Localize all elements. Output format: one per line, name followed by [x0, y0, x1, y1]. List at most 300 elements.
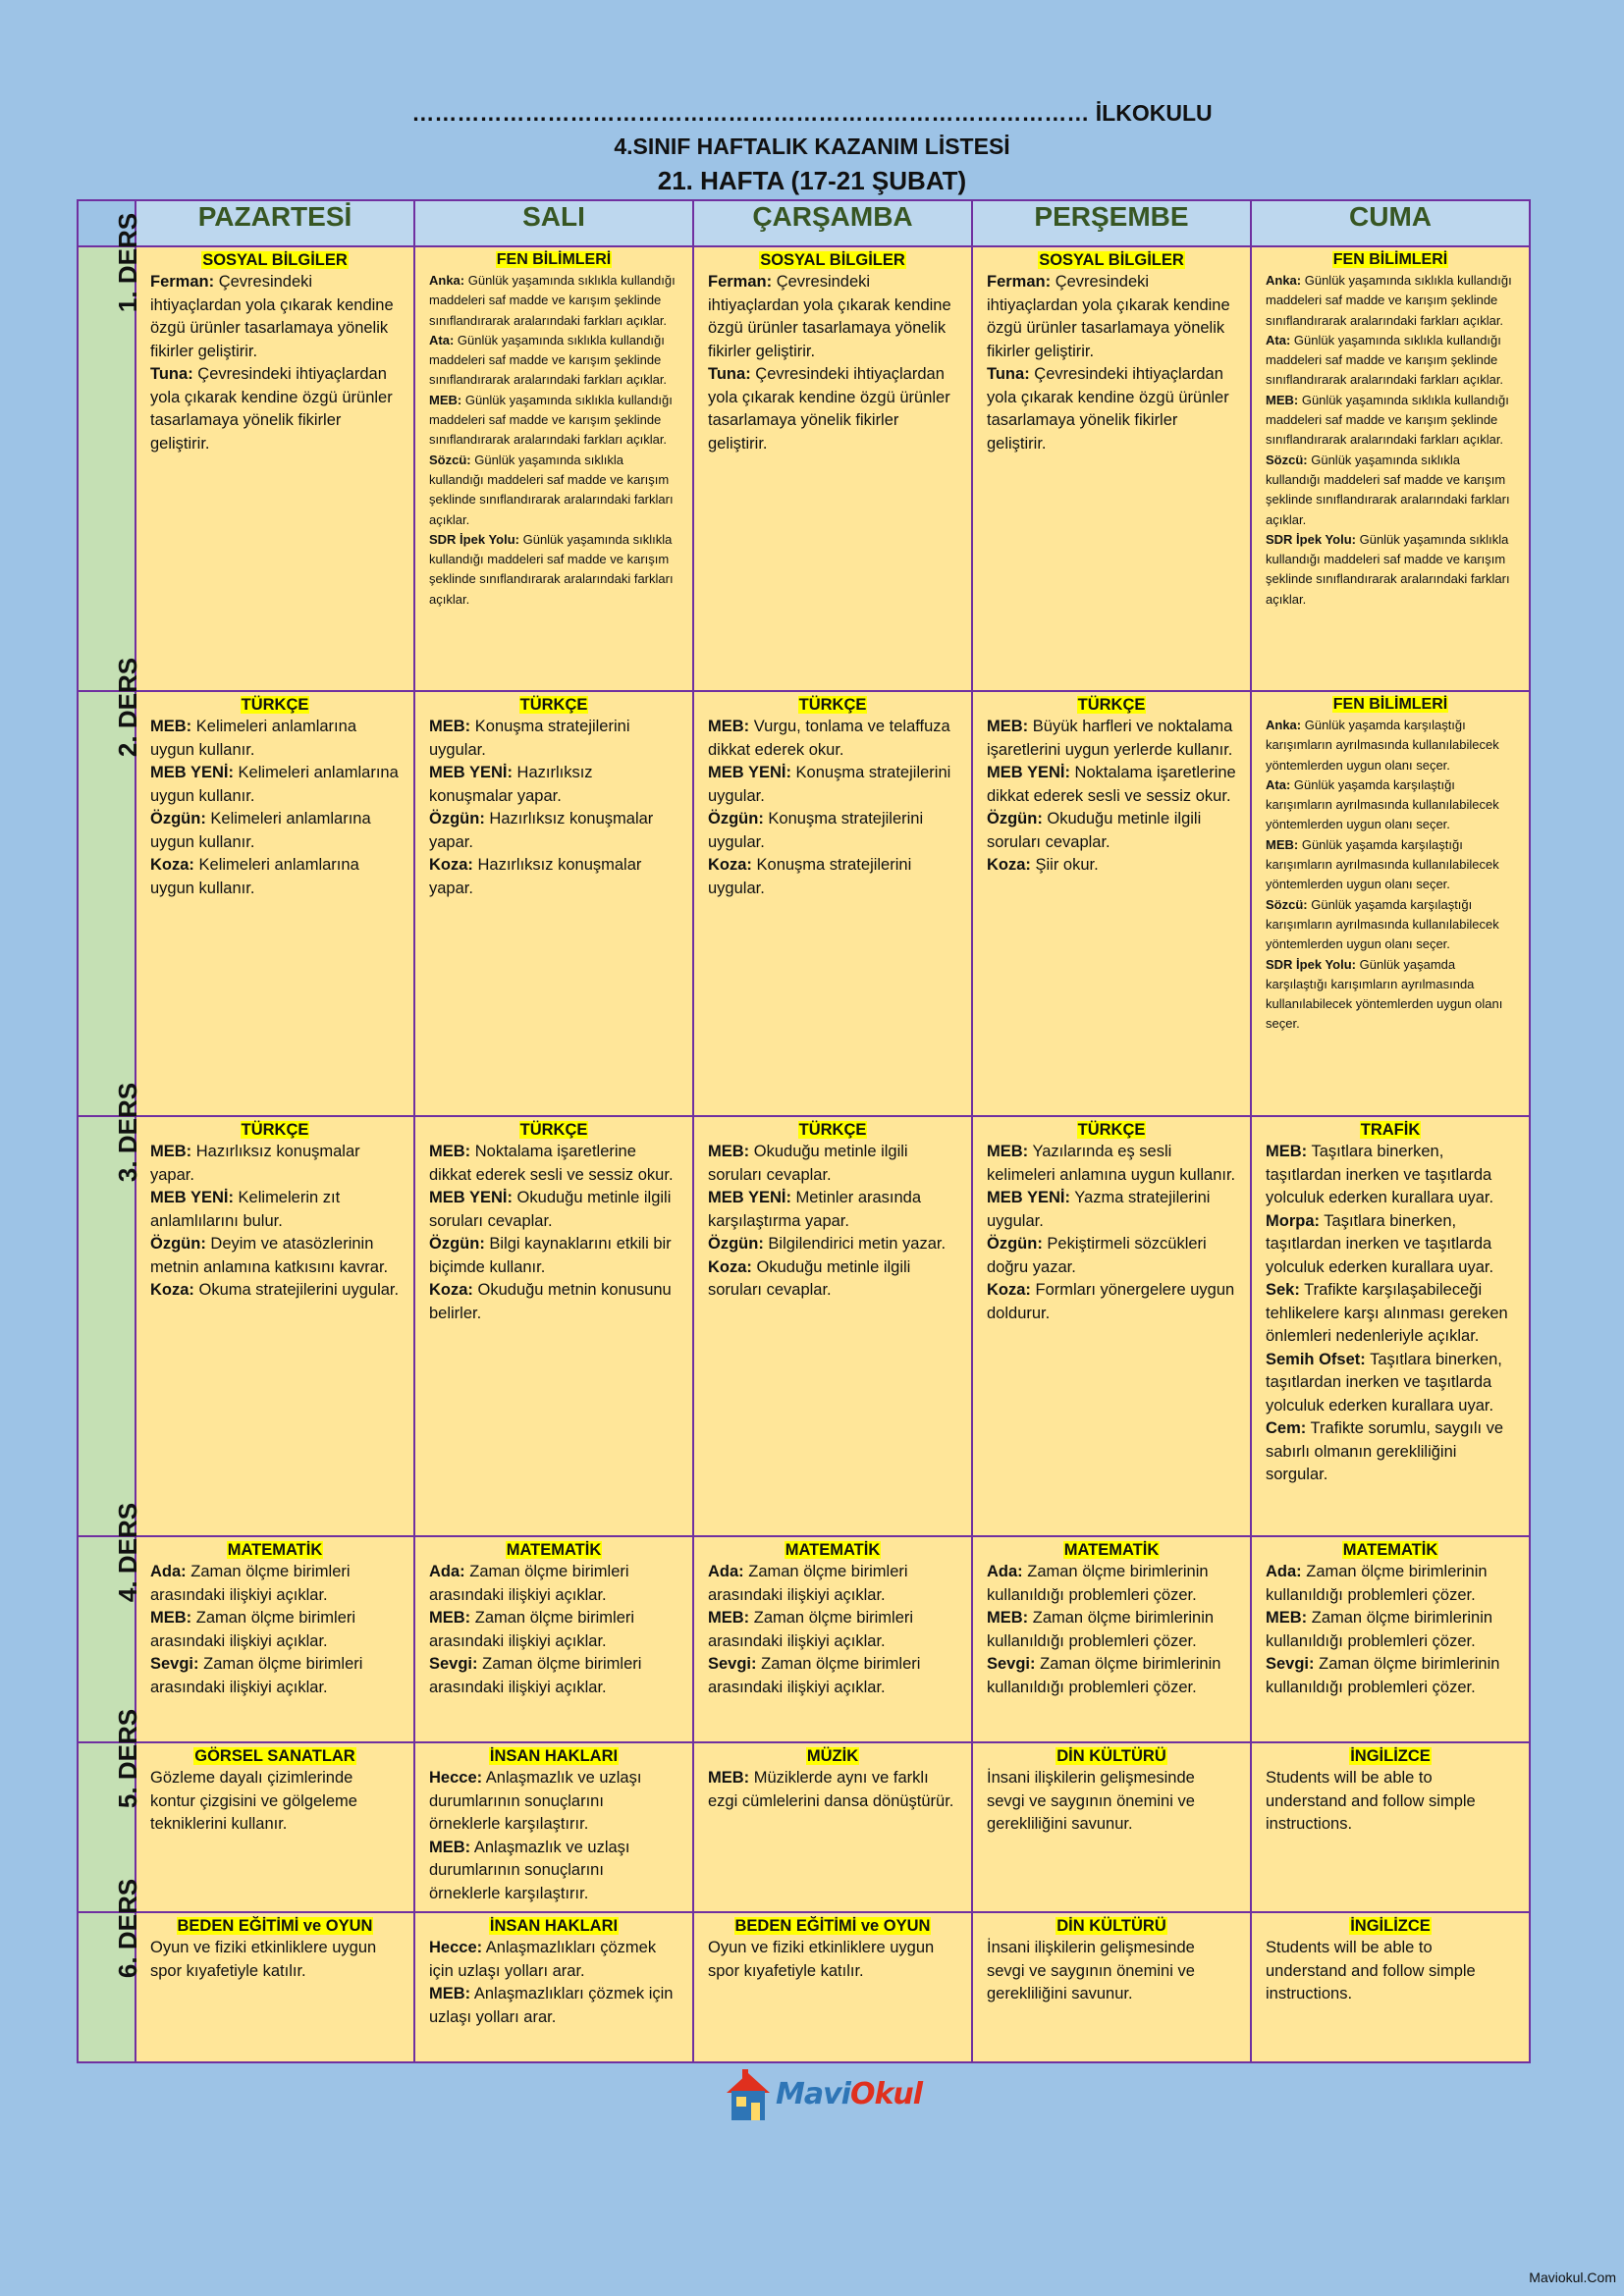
- book-name: Ferman:: [987, 273, 1052, 291]
- outcome-entry: [429, 1279, 678, 1325]
- subject-name: MATEMATİK: [785, 1541, 881, 1559]
- outcome-text: Günlük yaşamında sıklıkla kullandığı maddeleri saf madde ve karışım şeklinde sınıflandırarak aralarındaki farkları açıklar.: [1266, 332, 1504, 388]
- book-name: MEB:: [150, 1609, 192, 1627]
- outcome-entry: [429, 1937, 678, 1983]
- subject-title: [987, 1915, 1236, 1937]
- subject-title: [708, 694, 957, 716]
- book-name: Ada:: [150, 1563, 187, 1580]
- day-header: PAZARTESİ: [135, 200, 414, 246]
- outcome-text: Zaman ölçme birimlerinin kullanıldığı problemleri çözer.: [1266, 1655, 1500, 1696]
- book-name: MEB:: [708, 1609, 750, 1627]
- book-name: Ata:: [1266, 776, 1291, 792]
- schedule-cell: [972, 1742, 1251, 1912]
- outcome-entry: [987, 1937, 1236, 2006]
- lesson-row: [78, 1116, 1530, 1536]
- outcome-text: Taşıtlara binerken, taşıtlardan inerken ve taşıtlarda yolculuk ederken kurallara uyar.: [1266, 1350, 1502, 1415]
- subject-title: [429, 249, 678, 271]
- outcome-entry: [708, 1653, 957, 1699]
- subject-title: [987, 694, 1236, 716]
- subject-name: TÜRKÇE: [798, 1121, 867, 1139]
- outcome-text: Noktalama işaretlerine dikkat ederek sesli ve sessiz okur.: [987, 764, 1236, 805]
- subject-name: FEN BİLİMLERİ: [1332, 696, 1448, 713]
- outcome-entry: [708, 1767, 957, 1813]
- outcome-text: Kelimeleri anlamlarına uygun kullanır.: [150, 718, 356, 759]
- subject-name: FEN BİLİMLERİ: [1332, 251, 1448, 268]
- subject-name: İNSAN HAKLARI: [489, 1917, 619, 1935]
- outcome-text: Günlük yaşamda karşılaştığı karışımların ayrılmasında kullanılabilecek yöntemlerden uygun olanı seçer.: [1266, 836, 1499, 892]
- schedule-cell: [693, 1116, 972, 1536]
- schedule-cell: [414, 1912, 693, 2062]
- outcome-text: Çevresindeki ihtiyaçlardan yola çıkarak kendine özgü ürünler tasarlamaya yönelik fikirler geliştirir.: [708, 365, 950, 453]
- outcome-entry: [429, 1983, 678, 2029]
- outcome-entry: [987, 1141, 1236, 1187]
- outcome-text: Çevresindeki ihtiyaçlardan yola çıkarak kendine özgü ürünler tasarlamaya yönelik fikirler geliştirir.: [987, 365, 1229, 453]
- schedule-cell: [972, 1116, 1251, 1536]
- outcome-entry: [1266, 775, 1515, 835]
- book-name: MEB:: [708, 1143, 750, 1160]
- subject-title: [150, 249, 400, 271]
- schedule-cell: [972, 246, 1251, 691]
- day-header: SALI: [414, 200, 693, 246]
- book-name: MEB:: [1266, 1143, 1308, 1160]
- outcome-entry: [987, 1187, 1236, 1233]
- book-name: MEB:: [708, 1769, 750, 1787]
- book-name: Özgün:: [987, 1235, 1043, 1253]
- outcome-text: Okuduğu metinle ilgili soruları cevaplar.: [429, 1189, 672, 1230]
- outcome-entry: [1266, 1279, 1515, 1349]
- book-name: Ata:: [1266, 332, 1291, 347]
- outcome-entry: [987, 1279, 1236, 1325]
- outcome-entry: [1266, 1767, 1515, 1837]
- outcome-entry: [429, 1187, 678, 1233]
- book-name: MEB:: [429, 1609, 471, 1627]
- outcome-entry: [1266, 895, 1515, 955]
- outcome-entry: [429, 808, 678, 854]
- subject-name: TÜRKÇE: [1077, 696, 1146, 714]
- outcome-text: Students will be able to understand and follow simple instructions.: [1266, 1939, 1476, 2002]
- subject-name: TÜRKÇE: [1077, 1121, 1146, 1139]
- subject-name: BEDEN EĞİTİMİ ve OYUN: [734, 1917, 931, 1935]
- outcome-text: Formları yönergelere uygun doldurur.: [987, 1281, 1235, 1322]
- outcome-text: Günlük yaşamında sıklıkla kullandığı maddeleri saf madde ve karışım şeklinde sınıflandırarak aralarındaki farkları açıklar.: [1266, 452, 1510, 527]
- book-name: Ferman:: [150, 273, 215, 291]
- outcome-text: Zaman ölçme birimleri arasındaki ilişkiyi açıklar.: [429, 1563, 629, 1604]
- outcome-entry: [429, 762, 678, 808]
- subject-title: [987, 1745, 1236, 1767]
- outcome-entry: [429, 1767, 678, 1837]
- book-name: Koza:: [429, 1281, 473, 1299]
- book-name: Özgün:: [708, 1235, 764, 1253]
- outcome-text: Günlük yaşamında sıklıkla kullandığı maddeleri saf madde ve karışım şeklinde sınıflandırarak aralarındaki farkları açıklar.: [429, 273, 676, 328]
- book-name: Özgün:: [150, 810, 206, 828]
- schedule-cell: [414, 1116, 693, 1536]
- outcome-text: Konuşma stratejilerini uygular.: [708, 856, 912, 897]
- subject-name: MATEMATİK: [227, 1541, 323, 1559]
- book-name: MEB:: [150, 1143, 192, 1160]
- outcome-entry: [708, 1561, 957, 1607]
- lesson-label-text: 1. DERS: [113, 212, 143, 313]
- outcome-entry: [1266, 1210, 1515, 1280]
- book-name: Hecce:: [429, 1939, 483, 1956]
- outcome-entry: [708, 762, 957, 808]
- book-name: Tuna:: [987, 365, 1030, 383]
- outcome-entry: [987, 1607, 1236, 1653]
- book-name: Ada:: [987, 1563, 1023, 1580]
- subject-name: TÜRKÇE: [241, 696, 309, 714]
- book-name: MEB YENİ:: [429, 764, 513, 781]
- outcome-text: Okuduğu metinle ilgili soruları cevaplar.: [987, 810, 1202, 851]
- subject-title: [150, 1745, 400, 1767]
- subject-title: [708, 1915, 957, 1937]
- book-name: Sözcü:: [1266, 452, 1308, 467]
- subject-title: [708, 1119, 957, 1141]
- outcome-entry: [708, 1233, 957, 1256]
- book-name: Tuna:: [708, 365, 751, 383]
- book-name: Özgün:: [429, 1235, 485, 1253]
- book-name: Koza:: [150, 856, 194, 874]
- book-name: MEB:: [1266, 392, 1299, 407]
- outcome-entry: [429, 271, 678, 331]
- school-name: ……………………………………………………………………………… İLKOKULU: [411, 100, 1213, 126]
- outcome-entry: [429, 530, 678, 610]
- schedule-cell: [972, 691, 1251, 1116]
- outcome-entry: [429, 1561, 678, 1607]
- outcome-text: Gözleme dayalı çizimlerinde kontur çizgisini ve gölgeleme tekniklerini kullanır.: [150, 1769, 357, 1833]
- outcome-entry: [429, 716, 678, 762]
- lesson-label-text: 5. DERS: [113, 1708, 143, 1809]
- subject-name: TRAFİK: [1360, 1121, 1421, 1139]
- page-header: [0, 96, 1624, 198]
- outcome-entry: [1266, 1349, 1515, 1418]
- schedule-cell: [135, 1742, 414, 1912]
- schedule-cell: [1251, 691, 1530, 1116]
- outcome-entry: [708, 1141, 957, 1187]
- book-name: MEB:: [987, 718, 1029, 735]
- outcome-text: Taşıtlara binerken, taşıtlardan inerken ve taşıtlarda yolculuk ederken kurallara uyar.: [1266, 1211, 1494, 1276]
- outcome-entry: [150, 1937, 400, 1983]
- subject-title: [987, 1539, 1236, 1561]
- schedule-cell: [1251, 1912, 1530, 2062]
- outcome-entry: [1266, 391, 1515, 451]
- outcome-entry: [1266, 1417, 1515, 1487]
- outcome-entry: [708, 716, 957, 762]
- subject-name: TÜRKÇE: [798, 696, 867, 714]
- book-name: Semih Ofset:: [1266, 1350, 1366, 1368]
- subject-title: [708, 1745, 957, 1767]
- outcome-entry: [708, 1256, 957, 1303]
- outcome-entry: [1266, 1607, 1515, 1653]
- outcome-text: Günlük yaşamında sıklıkla kullandığı maddeleri saf madde ve karışım şeklinde sınıflandırarak aralarındaki farkları açıklar.: [429, 392, 673, 448]
- lesson-label: [78, 1082, 143, 1536]
- subject-name: MATEMATİK: [1342, 1541, 1438, 1559]
- outcome-text: Müziklerde aynı ve farklı ezgi cümlelerini dansa dönüştürür.: [708, 1769, 954, 1810]
- outcome-text: Okuduğu metinle ilgili soruları cevaplar.: [708, 1143, 908, 1184]
- outcome-entry: [1266, 716, 1515, 775]
- outcome-entry: [987, 808, 1236, 854]
- book-name: Koza:: [429, 856, 473, 874]
- outcome-entry: [150, 808, 400, 854]
- outcome-text: Okuduğu metnin konusunu belirler.: [429, 1281, 672, 1322]
- outcome-text: Zaman ölçme birimleri arasındaki ilişkiyi açıklar.: [708, 1563, 908, 1604]
- schedule-cell: [414, 691, 693, 1116]
- book-name: MEB:: [708, 718, 750, 735]
- schedule-cell: [135, 1116, 414, 1536]
- schedule-cell: [414, 246, 693, 691]
- subject-title: [150, 694, 400, 716]
- subject-name: İNGİLİZCE: [1350, 1917, 1431, 1935]
- outcome-text: Students will be able to understand and follow simple instructions.: [1266, 1769, 1476, 1833]
- outcome-text: Zaman ölçme birimleri arasındaki ilişkiyi açıklar.: [708, 1609, 914, 1650]
- schedule-cell: [693, 1912, 972, 2062]
- outcome-text: Anlaşmazlıkları çözmek için uzlaşı yolları arar.: [429, 1985, 674, 2026]
- outcome-entry: [987, 1653, 1236, 1699]
- lesson-row: [78, 1912, 1530, 2062]
- book-name: Koza:: [987, 856, 1031, 874]
- outcome-text: Konuşma stratejilerini uygular.: [708, 810, 924, 851]
- outcome-text: Hazırlıksız konuşmalar yapar.: [429, 764, 593, 805]
- outcome-entry: [429, 1141, 678, 1187]
- outcome-entry: [150, 1653, 400, 1699]
- outcome-entry: [1266, 835, 1515, 895]
- book-name: Özgün:: [987, 810, 1043, 828]
- outcome-entry: [1266, 955, 1515, 1035]
- outcome-text: Hazırlıksız konuşmalar yapar.: [429, 810, 654, 851]
- subject-title: [1266, 1915, 1515, 1937]
- subject-name: MÜZİK: [806, 1747, 859, 1765]
- subject-title: [429, 1745, 678, 1767]
- book-name: Ada:: [708, 1563, 744, 1580]
- subject-title: [1266, 249, 1515, 271]
- book-name: MEB:: [1266, 1609, 1308, 1627]
- subject-title: [429, 1119, 678, 1141]
- lesson-row: [78, 691, 1530, 1116]
- outcome-text: Anlaşmazlık ve uzlaşı durumlarının sonuçlarını örneklerle karşılaştırır.: [429, 1769, 642, 1833]
- book-name: Sek:: [1266, 1281, 1300, 1299]
- outcome-text: İnsani ilişkilerin gelişmesinde sevgi ve saygının önemini ve gerekliliğini savunur.: [987, 1769, 1195, 1833]
- outcome-text: Okuma stratejilerini uygular.: [193, 1281, 400, 1299]
- subject-title: [429, 1915, 678, 1937]
- book-name: Sevgi:: [987, 1655, 1036, 1673]
- outcome-entry: [150, 363, 400, 455]
- outcome-entry: [708, 808, 957, 854]
- outcome-entry: [429, 1607, 678, 1653]
- outcome-entry: [987, 1767, 1236, 1837]
- book-name: Morpa:: [1266, 1211, 1320, 1230]
- lesson-row: [78, 1536, 1530, 1742]
- outcome-entry: [708, 271, 957, 363]
- outcome-text: Zaman ölçme birimlerinin kullanıldığı problemleri çözer.: [987, 1655, 1221, 1696]
- outcome-text: Günlük yaşamında sıklıkla kullandığı maddeleri saf madde ve karışım şeklinde sınıflandırarak aralarındaki farkları açıklar.: [429, 452, 674, 527]
- outcome-text: Yazma stratejilerini uygular.: [987, 1189, 1211, 1230]
- outcome-entry: [1266, 1653, 1515, 1699]
- outcome-text: Anlaşmazlıkları çözmek için uzlaşı yolları arar.: [429, 1939, 657, 1980]
- outcome-entry: [150, 716, 400, 762]
- outcome-text: Kelimeleri anlamlarına uygun kullanır.: [150, 856, 359, 897]
- schedule-cell: [414, 1536, 693, 1742]
- outcome-text: Pekiştirmeli sözcükleri doğru yazar.: [987, 1235, 1207, 1276]
- outcome-entry: [1266, 530, 1515, 610]
- subject-name: MATEMATİK: [1063, 1541, 1160, 1559]
- outcome-entry: [429, 1233, 678, 1279]
- subject-title: [708, 1539, 957, 1561]
- book-name: Özgün:: [429, 810, 485, 828]
- outcome-text: Zaman ölçme birimleri arasındaki ilişkiyi açıklar.: [150, 1563, 351, 1604]
- book-name: MEB YENİ:: [150, 1189, 234, 1206]
- outcome-text: Oyun ve fiziki etkinliklere uygun spor kıyafetiyle katılır.: [708, 1939, 935, 1980]
- outcome-entry: [150, 1561, 400, 1607]
- house-icon: [727, 2069, 770, 2120]
- book-name: Koza:: [987, 1281, 1031, 1299]
- footer-site: Maviokul.Com: [1529, 2269, 1616, 2285]
- book-name: Koza:: [150, 1281, 194, 1299]
- day-header: CUMA: [1251, 200, 1530, 246]
- outcome-text: Bilgilendirici metin yazar.: [763, 1235, 947, 1253]
- book-name: MEB:: [987, 1609, 1029, 1627]
- weekly-plan-table: [77, 199, 1531, 2063]
- outcome-entry: [708, 363, 957, 455]
- outcome-entry: [1266, 1141, 1515, 1210]
- outcome-entry: [987, 1233, 1236, 1279]
- outcome-text: Konuşma stratejilerini uygular.: [708, 764, 951, 805]
- subject-name: SOSYAL BİLGİLER: [1039, 251, 1184, 269]
- book-name: MEB:: [429, 1143, 471, 1160]
- subject-name: TÜRKÇE: [241, 1121, 309, 1139]
- book-name: Anka:: [429, 273, 465, 288]
- outcome-text: Zaman ölçme birimleri arasındaki ilişkiyi açıklar.: [150, 1655, 363, 1696]
- day-header: PERŞEMBE: [972, 200, 1251, 246]
- schedule-cell: [135, 1536, 414, 1742]
- book-name: MEB YENİ:: [987, 764, 1070, 781]
- book-name: MEB YENİ:: [150, 764, 234, 781]
- outcome-text: Kelimeleri anlamlarına uygun kullanır.: [150, 764, 399, 805]
- subject-title: [1266, 1745, 1515, 1767]
- book-name: Sevgi:: [150, 1655, 199, 1673]
- book-name: Sevgi:: [708, 1655, 757, 1673]
- book-name: Sözcü:: [429, 452, 471, 467]
- outcome-text: Zaman ölçme birimleri arasındaki ilişkiyi açıklar.: [708, 1655, 921, 1696]
- outcome-text: Çevresindeki ihtiyaçlardan yola çıkarak kendine özgü ürünler tasarlamaya yönelik fikirler geliştirir.: [150, 273, 394, 360]
- outcome-text: Günlük yaşamında sıklıkla kullandığı maddeleri saf madde ve karışım şeklinde sınıflandırarak aralarındaki farkları açıklar.: [429, 332, 668, 388]
- outcome-entry: [1266, 271, 1515, 331]
- outcome-text: Günlük yaşamında sıklıkla kullandığı maddeleri saf madde ve karışım şeklinde sınıflandırarak aralarındaki farkları açıklar.: [1266, 273, 1512, 328]
- outcome-text: Zaman ölçme birimleri arasındaki ilişkiyi açıklar.: [150, 1609, 356, 1650]
- book-name: MEB YENİ:: [987, 1189, 1070, 1206]
- outcome-text: Noktalama işaretlerine dikkat ederek sesli ve sessiz okur.: [429, 1143, 674, 1184]
- subject-name: İNGİLİZCE: [1350, 1747, 1431, 1765]
- schedule-cell: [135, 246, 414, 691]
- outcome-text: Günlük yaşamda karşılaştığı karışımların ayrılmasında kullanılabilecek yöntemlerden uygun olanı seçer.: [1266, 776, 1499, 832]
- outcome-text: Günlük yaşamda karşılaştığı karışımların ayrılmasında kullanılabilecek yöntemlerden uygun olanı seçer.: [1266, 956, 1503, 1032]
- schedule-cell: [414, 1742, 693, 1912]
- outcome-text: Günlük yaşamında sıklıkla kullandığı maddeleri saf madde ve karışım şeklinde sınıflandırarak aralarındaki farkları açıklar.: [1266, 531, 1510, 607]
- book-name: Sevgi:: [1266, 1655, 1315, 1673]
- outcome-text: Çevresindeki ihtiyaçlardan yola çıkarak kendine özgü ürünler tasarlamaya yönelik fikirler geliştirir.: [708, 273, 951, 360]
- subject-title: [1266, 694, 1515, 716]
- book-name: MEB YENİ:: [708, 1189, 791, 1206]
- outcome-text: Metinler arasında karşılaştırma yapar.: [708, 1189, 922, 1230]
- book-name: Anka:: [1266, 718, 1302, 732]
- subject-name: BEDEN EĞİTİMİ ve OYUN: [177, 1917, 373, 1935]
- book-name: MEB:: [429, 1985, 471, 2002]
- outcome-text: Zaman ölçme birimlerinin kullanıldığı problemleri çözer.: [1266, 1609, 1493, 1650]
- outcome-entry: [150, 1767, 400, 1837]
- outcome-entry: [150, 1187, 400, 1233]
- outcome-text: Zaman ölçme birimleri arasındaki ilişkiyi açıklar.: [429, 1609, 635, 1650]
- outcome-entry: [429, 1837, 678, 1906]
- book-name: Hecce:: [429, 1769, 483, 1787]
- book-name: Sözcü:: [1266, 896, 1308, 912]
- schedule-cell: [972, 1912, 1251, 2062]
- outcome-entry: [987, 1561, 1236, 1607]
- outcome-entry: [150, 271, 400, 363]
- book-name: MEB YENİ:: [429, 1189, 513, 1206]
- outcome-entry: [987, 854, 1236, 878]
- subject-title: [150, 1539, 400, 1561]
- outcome-entry: [429, 451, 678, 530]
- subject-name: TÜRKÇE: [519, 696, 588, 714]
- lesson-row: [78, 1742, 1530, 1912]
- lesson-label: [78, 1878, 143, 2062]
- outcome-entry: [429, 1653, 678, 1699]
- book-name: Ferman:: [708, 273, 773, 291]
- outcome-text: Günlük yaşamda karşılaştığı karışımların ayrılmasında kullanılabilecek yöntemlerden uygun olanı seçer.: [1266, 718, 1499, 773]
- outcome-entry: [708, 854, 957, 900]
- outcome-entry: [1266, 1937, 1515, 2006]
- schedule-cell: [693, 1742, 972, 1912]
- outcome-text: Çevresindeki ihtiyaçlardan yola çıkarak kendine özgü ürünler tasarlamaya yönelik fikirler geliştirir.: [987, 273, 1230, 360]
- book-name: Ada:: [429, 1563, 465, 1580]
- outcome-text: Trafikte sorumlu, saygılı ve sabırlı olmanın gerekliliğini sorgular.: [1266, 1419, 1504, 1483]
- book-name: MEB:: [429, 718, 471, 735]
- outcome-text: Bilgi kaynaklarını etkili bir biçimde kullanır.: [429, 1235, 672, 1276]
- lesson-label: [78, 212, 143, 691]
- book-name: SDR İpek Yolu:: [1266, 956, 1356, 972]
- subject-title: [429, 1539, 678, 1561]
- book-name: Anka:: [1266, 273, 1302, 288]
- subject-title: [429, 694, 678, 716]
- list-title: 4.SINIF HAFTALIK KAZANIM LİSTESİ: [614, 133, 1010, 159]
- outcome-text: Yazılarında eş sesli kelimeleri anlamına uygun kullanır.: [987, 1143, 1236, 1184]
- subject-title: [150, 1119, 400, 1141]
- subject-name: SOSYAL BİLGİLER: [760, 251, 905, 269]
- outcome-text: Günlük yaşamında sıklıkla kullandığı maddeleri saf madde ve karışım şeklinde sınıflandırarak aralarındaki farkları açıklar.: [1266, 392, 1509, 448]
- schedule-cell: [693, 1536, 972, 1742]
- logo-text: MaviOkul: [776, 2077, 923, 2111]
- lesson-label-text: 3. DERS: [113, 1082, 143, 1183]
- outcome-text: Kelimelerin zıt anlamlılarını bulur.: [150, 1189, 341, 1230]
- book-name: Özgün:: [150, 1235, 206, 1253]
- schedule-cell: [1251, 1742, 1530, 1912]
- outcome-text: Büyük harfleri ve noktalama işaretlerini uygun yerlerde kullanır.: [987, 718, 1233, 759]
- week-title: 21. HAFTA (17-21 ŞUBAT): [657, 166, 967, 195]
- outcome-text: Trafikte karşılaşabileceği tehlikelere karşı alınması gereken önlemleri nedenleriyle açıklar.: [1266, 1281, 1508, 1345]
- book-name: Koza:: [708, 856, 752, 874]
- book-name: Özgün:: [708, 810, 764, 828]
- outcome-text: Okuduğu metinle ilgili soruları cevaplar.: [708, 1257, 911, 1299]
- outcome-text: Zaman ölçme birimlerinin kullanıldığı problemleri çözer.: [987, 1563, 1209, 1604]
- schedule-cell: [693, 691, 972, 1116]
- book-name: Koza:: [708, 1257, 752, 1276]
- subject-name: İNSAN HAKLARI: [489, 1747, 619, 1765]
- outcome-entry: [429, 331, 678, 391]
- schedule-cell: [1251, 246, 1530, 691]
- outcome-entry: [987, 716, 1236, 762]
- outcome-entry: [708, 1937, 957, 1983]
- outcome-entry: [708, 1607, 957, 1653]
- book-name: Ada:: [1266, 1563, 1302, 1580]
- outcome-text: Vurgu, tonlama ve telaffuza dikkat ederek okur.: [708, 718, 950, 759]
- subject-title: [987, 1119, 1236, 1141]
